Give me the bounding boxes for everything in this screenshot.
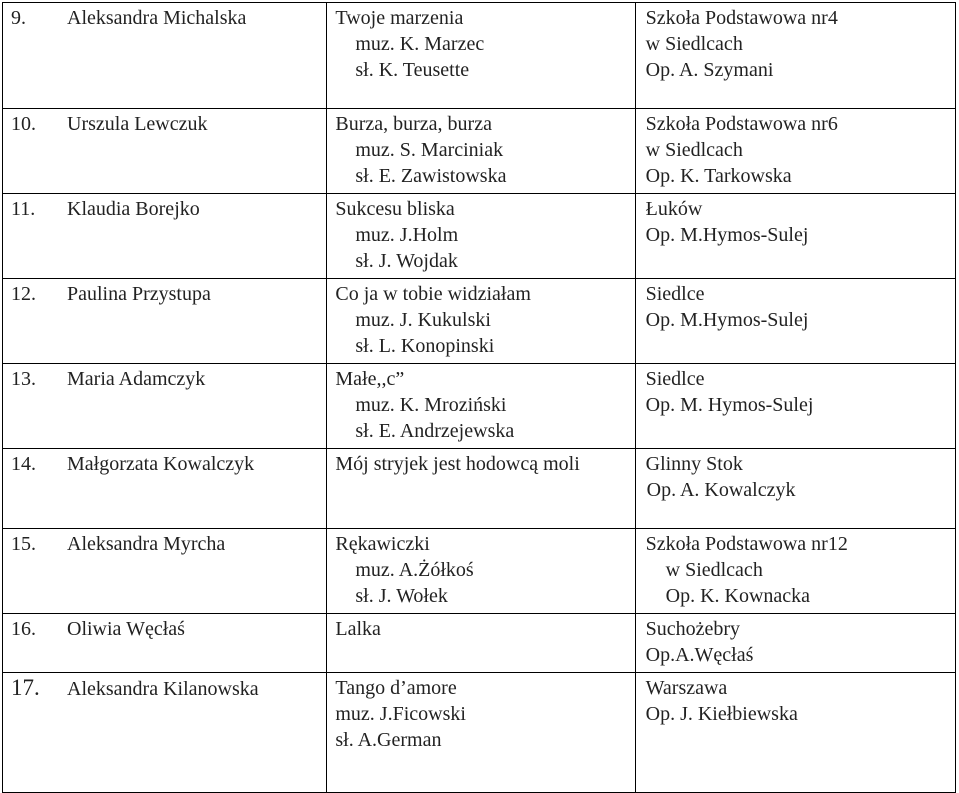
entry-number: 12. xyxy=(11,283,36,305)
school-cell xyxy=(635,614,955,673)
song-composer: muz. K. Mroziński xyxy=(355,394,507,416)
school-cell xyxy=(635,279,955,364)
participant-cell xyxy=(3,279,327,364)
song-title: Lalka xyxy=(335,618,381,640)
song-title: Tango d’amore xyxy=(335,677,457,699)
teacher-name: Op. M.Hymos-Sulej xyxy=(645,309,809,331)
table-row xyxy=(3,673,956,793)
song-title: Burza, burza, burza xyxy=(335,113,492,135)
participants-table xyxy=(2,2,956,793)
song-cell xyxy=(327,673,635,793)
song-cell xyxy=(327,364,635,449)
teacher-name: Op. M. Hymos-Sulej xyxy=(645,394,814,416)
participant-cell xyxy=(3,673,327,793)
song-title: Co ja w tobie widziałam xyxy=(335,283,531,305)
participant-cell xyxy=(3,3,327,109)
participant-cell xyxy=(3,364,327,449)
song-lyricist: sł. E. Zawistowska xyxy=(355,165,507,187)
table-row xyxy=(3,109,956,194)
table-row xyxy=(3,529,956,614)
song-cell xyxy=(327,614,635,673)
teacher-name: Op. M.Hymos-Sulej xyxy=(645,224,809,246)
participant-name: Maria Adamczyk xyxy=(67,368,206,390)
song-lyricist: sł. L. Konopinski xyxy=(355,335,495,357)
song-lyricist: sł. A.German xyxy=(335,729,442,751)
song-title: Sukcesu bliska xyxy=(335,198,455,220)
song-lyricist: sł. J. Wojdak xyxy=(355,250,458,272)
song-composer: muz. A.Żółkoś xyxy=(355,559,474,581)
entry-number: 17. xyxy=(11,675,40,700)
participant-name: Małgorzata Kowalczyk xyxy=(67,453,255,475)
school-cell xyxy=(635,109,955,194)
song-title: Małe,,c” xyxy=(335,368,405,390)
song-composer: muz. J.Ficowski xyxy=(335,703,466,725)
school-cell xyxy=(635,529,955,614)
school-city: Glinny Stok xyxy=(645,453,743,475)
song-cell xyxy=(327,449,635,529)
participant-name: Aleksandra Kilanowska xyxy=(67,678,259,700)
entry-number: 11. xyxy=(11,198,36,220)
entry-number: 13. xyxy=(11,368,36,390)
song-composer: muz. J.Holm xyxy=(355,224,459,246)
school-city: Warszawa xyxy=(645,677,728,699)
table-row xyxy=(3,194,956,279)
table-row xyxy=(3,364,956,449)
table-row xyxy=(3,279,956,364)
song-composer: muz. S. Marciniak xyxy=(355,139,504,161)
song-title: Twoje marzenia xyxy=(335,7,464,29)
song-cell xyxy=(327,529,635,614)
song-title: Rękawiczki xyxy=(335,533,430,555)
participant-cell xyxy=(3,449,327,529)
teacher-name: Op. K. Kownacka xyxy=(665,585,811,607)
teacher-name: Op. K. Tarkowska xyxy=(645,165,792,187)
school-city: Łuków xyxy=(645,198,703,220)
entry-number: 15. xyxy=(11,533,36,555)
school-city: w Siedlcach xyxy=(665,559,763,581)
participant-cell xyxy=(3,194,327,279)
participant-cell xyxy=(3,109,327,194)
school-cell xyxy=(635,449,955,529)
entry-number: 9. xyxy=(11,7,26,29)
school-cell xyxy=(635,3,955,109)
entry-number: 10. xyxy=(11,113,36,135)
school-cell xyxy=(635,673,955,793)
song-lyricist: sł. K. Teusette xyxy=(355,59,470,81)
song-lyricist: sł. E. Andrzejewska xyxy=(355,420,515,442)
table-row xyxy=(3,614,956,673)
school-name: Szkoła Podstawowa nr6 xyxy=(645,113,838,135)
teacher-name: Op. J. Kiełbiewska xyxy=(645,703,798,725)
participant-cell xyxy=(3,529,327,614)
participant-name: Oliwia Węcłaś xyxy=(67,618,185,640)
entry-number: 14. xyxy=(11,453,36,475)
participant-name: Aleksandra Myrcha xyxy=(67,533,226,555)
participant-name: Aleksandra Michalska xyxy=(67,7,247,29)
participant-name: Klaudia Borejko xyxy=(67,198,200,220)
school-cell xyxy=(635,364,955,449)
teacher-name: Op. A. Szymani xyxy=(645,59,774,81)
school-name: Szkoła Podstawowa nr4 xyxy=(645,7,838,29)
song-composer: muz. J. Kukulski xyxy=(355,309,491,331)
participant-name: Paulina Przystupa xyxy=(67,283,211,305)
teacher-name: Op. A. Kowalczyk xyxy=(646,479,796,501)
song-cell xyxy=(327,109,635,194)
table-row xyxy=(3,3,956,109)
table-row xyxy=(3,449,956,529)
song-title: Mój stryjek jest hodowcą moli xyxy=(335,453,580,475)
song-cell xyxy=(327,194,635,279)
teacher-name: Op.A.Węcłaś xyxy=(645,644,754,666)
entry-number: 16. xyxy=(11,618,36,640)
school-city: Siedlce xyxy=(645,283,705,305)
song-composer: muz. K. Marzec xyxy=(355,33,485,55)
school-cell xyxy=(635,194,955,279)
school-name: Szkoła Podstawowa nr12 xyxy=(645,533,848,555)
school-city: w Siedlcach xyxy=(645,33,743,55)
school-city: w Siedlcach xyxy=(645,139,743,161)
song-lyricist: sł. J. Wołek xyxy=(355,585,448,607)
school-city: Suchożebry xyxy=(645,618,741,640)
participant-cell xyxy=(3,614,327,673)
school-city: Siedlce xyxy=(645,368,705,390)
participant-name: Urszula Lewczuk xyxy=(67,113,208,135)
song-cell xyxy=(327,3,635,109)
song-cell xyxy=(327,279,635,364)
